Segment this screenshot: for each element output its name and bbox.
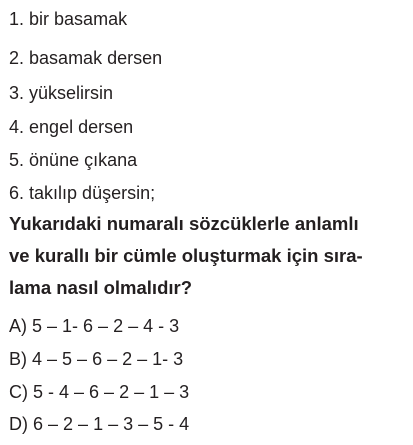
answer-option-c[interactable] xyxy=(9,382,189,402)
item-number: 2. xyxy=(9,48,25,68)
question-line: Yukarıdaki numaralı sözcüklerle anlamlı xyxy=(9,213,359,234)
item-text: engel dersen xyxy=(29,117,134,137)
item-text: basamak dersen xyxy=(29,48,163,68)
item-number: 4. xyxy=(9,117,25,137)
option-text: 6 – 2 – 1 – 3 – 5 - 4 xyxy=(33,414,190,434)
item-number: 5. xyxy=(9,150,25,170)
option-label: C) xyxy=(9,382,28,402)
option-label: A) xyxy=(9,316,27,336)
item-text: önüne çıkana xyxy=(29,150,138,170)
item-number: 3. xyxy=(9,83,25,103)
question-stem xyxy=(9,208,409,304)
list-item xyxy=(9,48,162,68)
item-number: 1. xyxy=(9,9,25,29)
list-item xyxy=(9,9,127,29)
item-text: bir basamak xyxy=(29,9,128,29)
question-line: ve kurallı bir cümle oluşturmak için sıra- xyxy=(9,245,363,266)
list-item xyxy=(9,83,113,103)
item-number: 6. xyxy=(9,183,25,203)
option-text: 5 – 1- 6 – 2 – 4 - 3 xyxy=(32,316,180,336)
list-item xyxy=(9,183,155,203)
answer-option-b[interactable] xyxy=(9,349,183,369)
answer-option-a[interactable] xyxy=(9,316,179,336)
list-item xyxy=(9,150,137,170)
option-label: B) xyxy=(9,349,27,369)
answer-option-d[interactable] xyxy=(9,414,189,434)
list-item xyxy=(9,117,133,137)
option-label: D) xyxy=(9,414,28,434)
item-text: takılıp düşersin; xyxy=(29,183,156,203)
option-text: 5 - 4 – 6 – 2 – 1 – 3 xyxy=(33,382,190,402)
option-text: 4 – 5 – 6 – 2 – 1- 3 xyxy=(32,349,184,369)
item-text: yükselirsin xyxy=(29,83,114,103)
question-line: lama nasıl olmalıdır? xyxy=(9,277,193,298)
